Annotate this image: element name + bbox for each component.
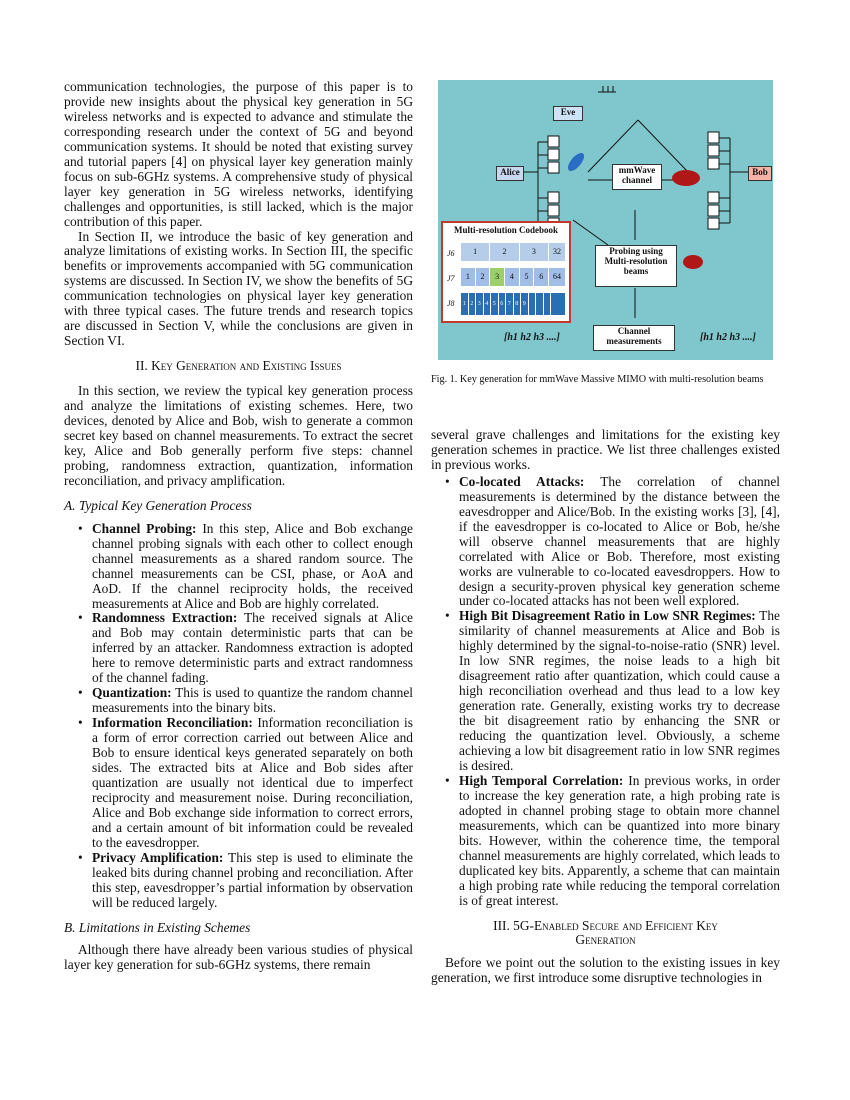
codebook-cell: 3 xyxy=(490,268,504,286)
codebook-cell: 3 xyxy=(476,293,483,315)
codebook-title: Multi-resolution Codebook xyxy=(453,225,559,235)
bob-box: Bob xyxy=(748,166,772,181)
list-item xyxy=(92,611,413,686)
paragraph: several grave challenges and limitations for the existing key generation schemes in practice. We list three challenges existed in previous works. xyxy=(431,427,780,472)
codebook-cell: 6 xyxy=(534,268,548,286)
list-item xyxy=(459,609,780,773)
codebook-cell: 1 xyxy=(461,268,475,286)
codebook-cell xyxy=(536,293,543,315)
bullet-heading: High Temporal Correlation: xyxy=(459,772,624,788)
h-vector-right: [h1 h2 h3 ....] xyxy=(700,332,756,343)
bullet-text: Information reconciliation is a form of error correction carried out between Alice and Bob to ensure identical keys generated separately on both sides. The extracted bits at Alice and Bob sides after quantization are usually not identical due to imperfect reciprocity and measurement noise. During reconciliation, Alice and Bob exchange side information to correct errors, and a certain amount of bit information could be revealed to the eavesdropper. xyxy=(92,715,413,850)
codebook-row-label: J6 xyxy=(447,249,455,258)
bullet-heading: Quantization: xyxy=(92,685,172,701)
h-vector-left: [h1 h2 h3 ....] xyxy=(504,332,560,343)
paragraph: Although there have already been various studies of physical layer key generation for sub-6GHz systems, there remain xyxy=(64,942,413,973)
codebook-cell: 8 xyxy=(514,293,521,315)
figure-caption: Fig. 1. Key generation for mmWave Massive MIMO with multi-resolution beams xyxy=(431,374,764,385)
bullet-heading: Privacy Amplification: xyxy=(92,849,224,865)
subsection-heading: B. Limitations in Existing Schemes xyxy=(64,919,251,935)
list-item xyxy=(459,774,780,909)
codebook-cell: 64 xyxy=(549,268,565,286)
bullet-list xyxy=(64,522,413,911)
bullet-text: The received signals at Alice and Bob may contain deterministic parts that can be inferred by an attacker. Randomness extraction is adopted here to remove deterministic parts and extract randomness of the channel fading. xyxy=(92,610,413,686)
list-item xyxy=(459,475,780,610)
bullet-text: The similarity of channel measurements at Alice and Bob is highly determined by the signal-to-noise-ratio (SNR) level. In low SNR regimes, the noise leads to a high bit disagreement ratio after quantization, which could cause a high reconciliation overhead and thus lead to a low key generation rate. Generally, existing works try to decrease the bit disagreement ratio by enhancing the SNR or reducing the quantization level. Obviously, a scheme achieving a low bit disagreement ratio in low SNR regimes is desired. xyxy=(459,608,780,773)
codebook-row-1 xyxy=(461,243,565,261)
left-column xyxy=(64,80,413,973)
codebook-cell: 2 xyxy=(490,243,518,261)
eve-box: Eve xyxy=(553,106,583,121)
bullet-heading: High Bit Disagreement Ratio in Low SNR Regimes: xyxy=(459,608,756,624)
paragraph: Before we point out the solution to the existing issues in key generation, we first introduce some disruptive technologies in xyxy=(431,955,780,986)
section-heading-line: III. 5G-Enabled Secure and Efficient Key xyxy=(493,917,718,933)
paragraph: In this section, we review the typical key generation process and analyze the limitations of existing schemes. Here, two devices, denoted by Alice and Bob, wish to generate a common secret key based on channel measurements. To extract the secret key, Alice and Bob generally perform five steps: channel probing, randomness extraction, quantization, information reconciliation, and privacy amplification. xyxy=(64,383,413,488)
codebook-row-3 xyxy=(461,293,565,315)
codebook-cell xyxy=(529,293,536,315)
measurements-box: Channel measurements xyxy=(593,325,675,351)
codebook-cell: 3 xyxy=(520,243,548,261)
codebook-panel xyxy=(441,221,571,323)
bullet-text: This is used to quantize the random channel measurements into the binary bits. xyxy=(92,685,413,716)
codebook-cell: 6 xyxy=(499,293,506,315)
codebook-cell: 2 xyxy=(476,268,490,286)
codebook-cell: 4 xyxy=(484,293,491,315)
bullet-heading: Channel Probing: xyxy=(92,520,197,536)
codebook-row-label: J7 xyxy=(447,274,455,283)
probing-box: Probing using Multi-resolution beams xyxy=(595,245,677,287)
codebook-cell: 9 xyxy=(521,293,528,315)
bullet-heading: Co-located Attacks: xyxy=(459,473,585,489)
codebook-cell: 2 xyxy=(469,293,476,315)
section-heading xyxy=(431,919,780,949)
bullet-text: In this step, Alice and Bob exchange channel probing signals with each other to collect enough channel measurements as a shared random source. The channel measurements can be CSI, phase, or AoA and AoD. If the channel reciprocity holds, the received measurements at Alice and Bob are highly correlated. xyxy=(92,520,413,611)
bullet-text: This step is used to eliminate the leaked bits during channel probing and reconciliation. After this step, eavesdropper’s partial information by observation will be reduced largely. xyxy=(92,849,413,910)
codebook-cell: 5 xyxy=(520,268,534,286)
codebook-cell: 1 xyxy=(461,293,468,315)
codebook-row-2 xyxy=(461,268,565,286)
bullet-text: The correlation of channel measurements is determined by the distance between the eavesdropper and Alice/Bob. In the existing works [3], [4], if the eavesdropper is co-located to Alice or Bob, he/she will observe channel measurements that are highly correlated with Alice or Bob. Therefore, most existing works are vulnerable to co-located eavesdroppers. How to design a security-proven physical key generation scheme under co-located attacks has not been well explored. xyxy=(459,473,780,609)
paragraph: In Section II, we introduce the basic of key generation and analyze limitations of existing works. In Section III, the specific benefits or improvements accompanied with 5G communication systems are discussed. In Section IV, we show the benefits of 5G communication technologies on physical layer key generation with three typical cases. The future trends and research topics are discussed in Section V, while the conclusions are given in Section VI. xyxy=(64,228,413,349)
codebook-row-label: J8 xyxy=(447,299,455,308)
list-item xyxy=(92,686,413,716)
bullet-heading: Randomness Extraction: xyxy=(92,610,238,626)
codebook-cell xyxy=(551,293,565,315)
list-item xyxy=(92,716,413,851)
list-item xyxy=(92,522,413,612)
paragraph: communication technologies, the purpose of this paper is to provide new insights about the physical key generation in 5G wireless networks and is expected to advance and stimulate the corresponding research under the context of 5G and beyond communication systems. It should be noted that existing survey and tutorial papers [4] on physical layer key generation mainly focus on sub-6GHz systems. A comprehensive study of physical layer key generation in 5G wireless networks, identifying challenges and opportunities, is still lacked, which is the major contribution of this paper. xyxy=(64,79,413,229)
codebook-cell xyxy=(544,293,551,315)
mmwave-channel-box: mmWave channel xyxy=(612,164,662,190)
subsection-heading: A. Typical Key Generation Process xyxy=(64,497,252,513)
right-column xyxy=(431,428,780,986)
alice-box: Alice xyxy=(496,166,524,181)
list-item xyxy=(92,851,413,911)
figure-diagram xyxy=(438,80,773,360)
codebook-cell: 32 xyxy=(549,243,565,261)
codebook-cell: 7 xyxy=(506,293,513,315)
bullet-text: In previous works, in order to increase the key generation rate, a high probing rate is adopted in channel probing stage to obtain more channel measurements, which can be quantized into more binary bits. However, within the coherence time, the temporal channel measurements are highly correlated, which leads to duplicated key bits. Apparently, a scheme that can maintain a high probing rate while reducing the temporal correlation is of great interest. xyxy=(459,772,780,908)
bullet-heading: Information Reconciliation: xyxy=(92,715,253,731)
section-heading-line: Generation xyxy=(575,932,636,948)
bullet-list xyxy=(431,475,780,909)
section-heading: II. Key Generation and Existing Issues xyxy=(135,358,342,374)
codebook-cell: 4 xyxy=(505,268,519,286)
codebook-cell: 5 xyxy=(491,293,498,315)
codebook-cell: 1 xyxy=(461,243,489,261)
